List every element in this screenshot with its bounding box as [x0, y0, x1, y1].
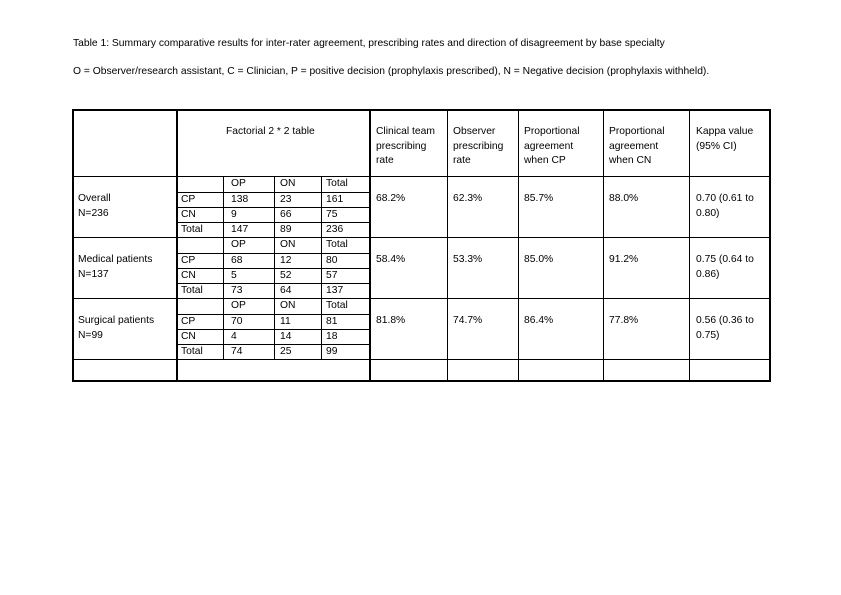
- matrix-cell: 68: [231, 255, 243, 266]
- table-legend: O = Observer/research assistant, C = Clinician, P = positive decision (prophylaxis prescribed), N = Negative decision (prophylaxis withheld).: [73, 66, 710, 77]
- matrix-cell: 99: [326, 346, 338, 357]
- observer-rate-value: 74.7%: [453, 315, 483, 326]
- row-label-cn: CN: [181, 209, 196, 220]
- observer-rate-header: Observer prescribing rate: [453, 126, 504, 167]
- matrix-cell: 12: [280, 255, 292, 266]
- matrix-cell: 66: [280, 209, 292, 220]
- clinical-rate-value: 58.4%: [376, 254, 406, 265]
- matrix-cell: 14: [280, 331, 292, 342]
- matrix-cell: 89: [280, 224, 292, 235]
- row-label-total: Total: [181, 285, 203, 296]
- sub-header-total: Total: [326, 239, 348, 250]
- group-label: Medical patients N=137: [78, 254, 153, 280]
- matrix-cell: 74: [231, 346, 243, 357]
- sub-header-on: ON: [280, 178, 296, 189]
- matrix-cell: 80: [326, 255, 338, 266]
- matrix-cell: 18: [326, 331, 338, 342]
- row-label-cp: CP: [181, 194, 196, 205]
- clinical-rate-header: Clinical team prescribing rate: [376, 126, 435, 167]
- matrix-cell: 11: [280, 316, 291, 327]
- sub-column-rule: [223, 176, 224, 359]
- row-label-cp: CP: [181, 255, 196, 266]
- column-rule: [518, 109, 519, 382]
- matrix-cell: 138: [231, 194, 249, 205]
- table-title: Table 1: Summary comparative results for inter-rater agreement, prescribing rates and direction of disagreement by base specialty: [73, 38, 665, 49]
- matrix-cell: 9: [231, 209, 237, 220]
- matrix-cell: 25: [280, 346, 292, 357]
- row-label-total: Total: [181, 224, 203, 235]
- column-rule: [689, 109, 690, 382]
- column-rule: [447, 109, 448, 382]
- row-label-total: Total: [181, 346, 203, 357]
- sub-header-op: OP: [231, 300, 246, 311]
- clinical-rate-value: 81.8%: [376, 315, 406, 326]
- prop-cp-value: 86.4%: [524, 315, 554, 326]
- observer-rate-value: 62.3%: [453, 193, 483, 204]
- matrix-cell: 161: [326, 194, 344, 205]
- prop-cn-value: 77.8%: [609, 315, 639, 326]
- observer-rate-value: 53.3%: [453, 254, 483, 265]
- clinical-rate-value: 68.2%: [376, 193, 406, 204]
- sub-header-total: Total: [326, 300, 348, 311]
- prop-cp-value: 85.0%: [524, 254, 554, 265]
- column-rule: [176, 109, 178, 382]
- matrix-cell: 75: [326, 209, 338, 220]
- matrix-cell: 236: [326, 224, 344, 235]
- matrix-cell: 147: [231, 224, 249, 235]
- kappa-value: 0.70 (0.61 to 0.80): [696, 193, 754, 219]
- row-label-cp: CP: [181, 316, 196, 327]
- matrix-cell: 137: [326, 285, 344, 296]
- kappa-header: Kappa value (95% CI): [696, 126, 754, 152]
- prop-agreement-cn-header: Proportional agreement when CN: [609, 126, 665, 167]
- sub-header-on: ON: [280, 300, 296, 311]
- row-label-cn: CN: [181, 331, 196, 342]
- matrix-cell: 73: [231, 285, 243, 296]
- prop-agreement-cp-header: Proportional agreement when CP: [524, 126, 580, 167]
- table-border-right: [769, 109, 771, 382]
- matrix-cell: 57: [326, 270, 338, 281]
- matrix-cell: 4: [231, 331, 237, 342]
- table-border-left: [72, 109, 74, 382]
- sub-header-on: ON: [280, 239, 296, 250]
- sub-header-op: OP: [231, 239, 246, 250]
- kappa-value: 0.56 (0.36 to 0.75): [696, 315, 754, 341]
- sub-header-op: OP: [231, 178, 246, 189]
- matrix-cell: 70: [231, 316, 243, 327]
- matrix-cell: 64: [280, 285, 292, 296]
- prop-cn-value: 91.2%: [609, 254, 639, 265]
- column-rule: [603, 109, 604, 382]
- prop-cn-value: 88.0%: [609, 193, 639, 204]
- sub-header-total: Total: [326, 178, 348, 189]
- matrix-cell: 23: [280, 194, 292, 205]
- group-label: Surgical patients N=99: [78, 315, 155, 341]
- sub-column-rule: [321, 176, 322, 359]
- matrix-cell: 52: [280, 270, 292, 281]
- column-rule: [369, 109, 371, 382]
- matrix-cell: 5: [231, 270, 237, 281]
- group-label: Overall N=236: [78, 193, 111, 219]
- matrix-cell: 81: [326, 316, 338, 327]
- kappa-value: 0.75 (0.64 to 0.86): [696, 254, 754, 280]
- sub-column-rule: [274, 176, 275, 359]
- factorial-header: Factorial 2 * 2 table: [226, 126, 315, 137]
- row-label-cn: CN: [181, 270, 196, 281]
- prop-cp-value: 85.7%: [524, 193, 554, 204]
